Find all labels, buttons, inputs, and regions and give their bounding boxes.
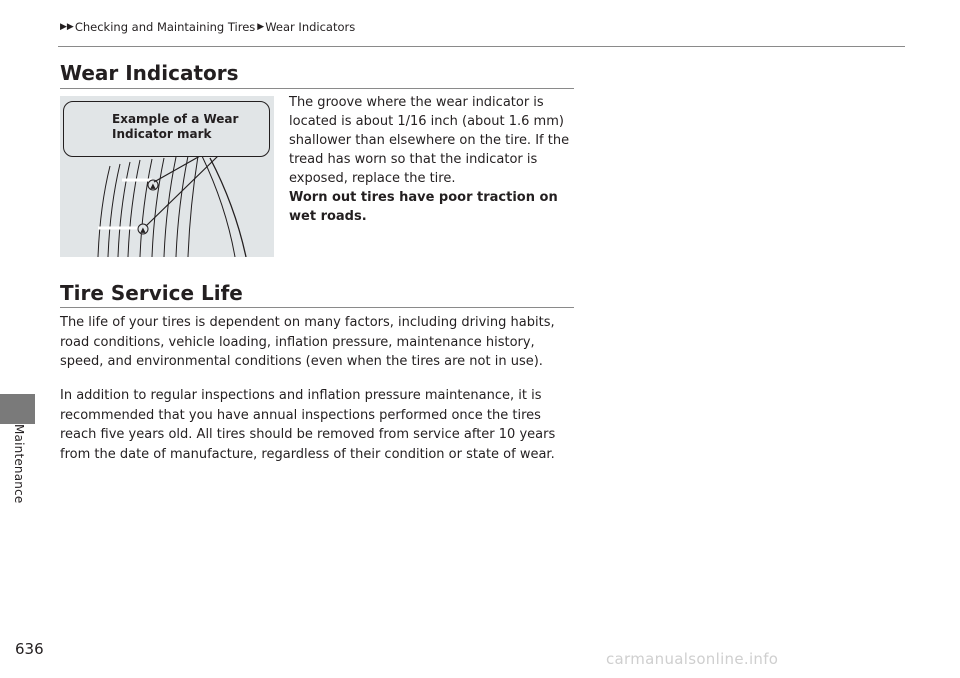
wear-warning-text: Worn out tires have poor traction on wet roads. (289, 190, 558, 224)
svg-text:▲: ▲ (150, 182, 156, 190)
wear-indicators-title-rule (60, 88, 574, 89)
callout-label: Example of a Wear Indicator mark (112, 112, 239, 141)
chapter-tab-marker (0, 394, 35, 424)
wear-indicator-description (289, 93, 577, 226)
chapter-label: Maintenance (12, 424, 26, 504)
breadcrumb-arrow-icon: ▶▶ (60, 22, 74, 32)
page-number: 636 (15, 640, 44, 658)
header-divider (58, 46, 905, 47)
breadcrumb (60, 20, 355, 34)
wear-indicator-callout (63, 101, 270, 157)
breadcrumb-separator-icon: ▶ (257, 22, 265, 32)
tire-service-life-title-rule (60, 307, 574, 308)
breadcrumb-item-tires[interactable]: Checking and Maintaining Tires (74, 20, 256, 34)
wear-indicators-title: Wear Indicators (60, 61, 239, 85)
svg-text:▲: ▲ (140, 226, 146, 234)
tire-service-life-title: Tire Service Life (60, 281, 243, 305)
watermark-logo: carmanualsonline.info (606, 650, 779, 668)
breadcrumb-item-wear-indicators[interactable]: Wear Indicators (265, 20, 356, 34)
tire-life-paragraph-1: The life of your tires is dependent on many factors, including driving habits, road conditions, vehicle loading, inflation pressure, maintenance history, speed, and environmental conditions (even when the tires are not in use). (60, 315, 555, 369)
tire-life-paragraph-2: In addition to regular inspections and inflation pressure maintenance, it is recommended that you have annual inspections performed once the tires reach five years old. All tires should be removed from service after 10 years from the date of manufacture, regardless of their condition or state of wear. (60, 388, 556, 462)
wear-indicator-description-text: The groove where the wear indicator is located is about 1/16 inch (about 1.6 mm) shallower than elsewhere on the tire. If the tread has worn so that the indicator is exposed, replace the tire. (289, 95, 570, 186)
